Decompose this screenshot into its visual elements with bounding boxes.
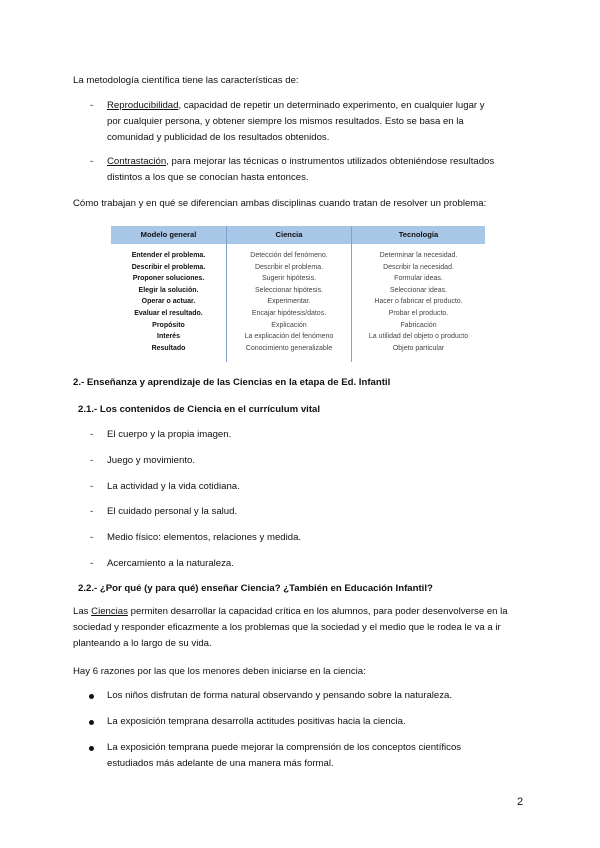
dash-marker: - (90, 532, 94, 543)
table-cell: La explicación del fenómeno (244, 333, 334, 341)
characteristic-text: , para mejorar las técnicas o instrumentos utilizados obteniéndose resultados (166, 156, 495, 167)
characteristic-text: distintos a los que se conocían hasta entonces. (107, 172, 309, 183)
table-cell: Proponer soluciones. (132, 275, 205, 283)
reasons-intro: Hay 6 razones por las que los menores deben iniciarse en la ciencia: (73, 666, 366, 677)
table-cell: Operar o actuar. (141, 298, 196, 306)
term-ciencias: Ciencias (91, 606, 128, 617)
paragraph-text: sociedad y responder eficazmente a los problemas que la sociedad y el medio que le rodea le va a ir (73, 622, 501, 633)
dash-marker: - (90, 156, 94, 167)
content-item: Juego y movimiento. (107, 455, 195, 466)
table-cell: Describir la necesidad. (383, 263, 454, 271)
table-intro: Cómo trabajan y en qué se diferencian ambas disciplinas cuando tratan de resolver un problema: (73, 198, 487, 209)
paragraph-ciencias (73, 604, 533, 652)
reason-item (107, 714, 527, 730)
comparison-table (111, 226, 485, 362)
column-modelo-general (111, 250, 226, 354)
content-item: El cuerpo y la propia imagen. (107, 429, 232, 440)
reason-text: Los niños disfrutan de forma natural observando y pensando sobre la naturaleza. (107, 690, 453, 701)
table-cell: Evaluar el resultado. (134, 309, 203, 317)
term-reproducibilidad: Reproducibilidad (107, 100, 179, 111)
table-cell: Formular ideas. (394, 275, 443, 283)
section-2-2-heading: 2.2.- ¿Por qué (y para qué) enseñar Ciencia? ¿También en Educación Infantil? (78, 583, 433, 594)
header-modelo-general: Modelo general (140, 230, 197, 239)
column-ciencia (227, 250, 351, 354)
section-2-heading: 2.- Enseñanza y aprendizaje de las Ciencias en la etapa de Ed. Infantil (73, 377, 391, 388)
table-cell: Interés (157, 333, 180, 341)
paragraph-text: planteando a lo largo de su vida. (73, 638, 212, 649)
table-cell: Experimentar. (267, 298, 311, 306)
table-cell: Resultado (151, 344, 186, 352)
characteristic-item (107, 98, 527, 146)
reason-text: La exposición temprana puede mejorar la comprensión de los conceptos científicos (107, 742, 462, 753)
reason-item (107, 740, 527, 772)
content-item: La actividad y la vida cotidiana. (107, 481, 240, 492)
section-2-1-heading: 2.1.- Los contenidos de Ciencia en el currículum vital (78, 404, 321, 415)
table-cell: Explicación (271, 321, 307, 329)
characteristic-text: , capacidad de repetir un determinado experimento, en cualquier lugar y (178, 100, 485, 111)
header-ciencia: Ciencia (275, 230, 303, 239)
bullet-icon (89, 720, 94, 725)
table-cell: La utilidad del objeto o producto (368, 333, 469, 341)
table-cell: Determinar la necesidad. (379, 252, 458, 259)
table-cell: Objeto particular (392, 344, 445, 352)
content-item: Acercamiento a la naturaleza. (107, 558, 234, 569)
reason-item (107, 688, 527, 704)
paragraph-text: Las (73, 606, 92, 617)
content-item: El cuidado personal y la salud. (107, 506, 238, 517)
table-cell: Probar el producto. (388, 309, 449, 317)
table-cell: Sugerir hipótesis. (261, 275, 317, 283)
characteristic-text: por cualquier persona, y obtener siempre los mismos resultados. Esto se basa en la (107, 116, 464, 127)
dash-marker: - (90, 481, 94, 492)
table-cell: Conocimiento generalizable (245, 344, 333, 352)
dash-marker: - (90, 455, 94, 466)
table-cell: Entender el problema. (131, 252, 206, 259)
table-cell: Fabricación (400, 321, 437, 329)
table-cell: Describir el problema. (131, 263, 206, 271)
table-cell: Seleccionar hipótesis. (254, 286, 324, 294)
content-item: Medio físico: elementos, relaciones y medida. (107, 532, 302, 543)
bullet-icon (89, 746, 94, 751)
characteristic-text: comunidad y publicidad de los resultados obtenidos. (107, 132, 330, 143)
reason-text: La exposición temprana desarrolla actitudes positivas hacia la ciencia. (107, 716, 406, 727)
characteristic-item (107, 154, 527, 186)
reason-text: estudiados más adelante de una manera más formal. (107, 758, 334, 769)
page-number: 2 (517, 796, 524, 808)
header-tecnologia: Tecnología (398, 230, 439, 239)
paragraph-text: permiten desarrollar la capacidad crítica en los alumnos, para poder desenvolverse en la (127, 606, 508, 617)
table-cell: Describir el problema. (254, 263, 324, 271)
table-cell: Detección del fenómeno. (250, 252, 328, 259)
bullet-icon (89, 694, 94, 699)
dash-marker: - (90, 558, 94, 569)
table-cell: Seleccionar ideas. (389, 286, 448, 294)
table-cell: Encajar hipótesis/datos. (251, 309, 327, 317)
term-contrastacion: Contrastación (107, 156, 167, 167)
column-tecnologia (352, 250, 485, 354)
table-cell: Hacer o fabricar el producto. (374, 298, 463, 306)
intro-text: La metodología científica tiene las características de: (73, 75, 299, 86)
table-cell: Propósito (152, 321, 185, 329)
table-cell: Elegir la solución. (138, 286, 199, 294)
dash-marker: - (90, 506, 94, 517)
dash-marker: - (90, 429, 94, 440)
dash-marker: - (90, 100, 94, 111)
